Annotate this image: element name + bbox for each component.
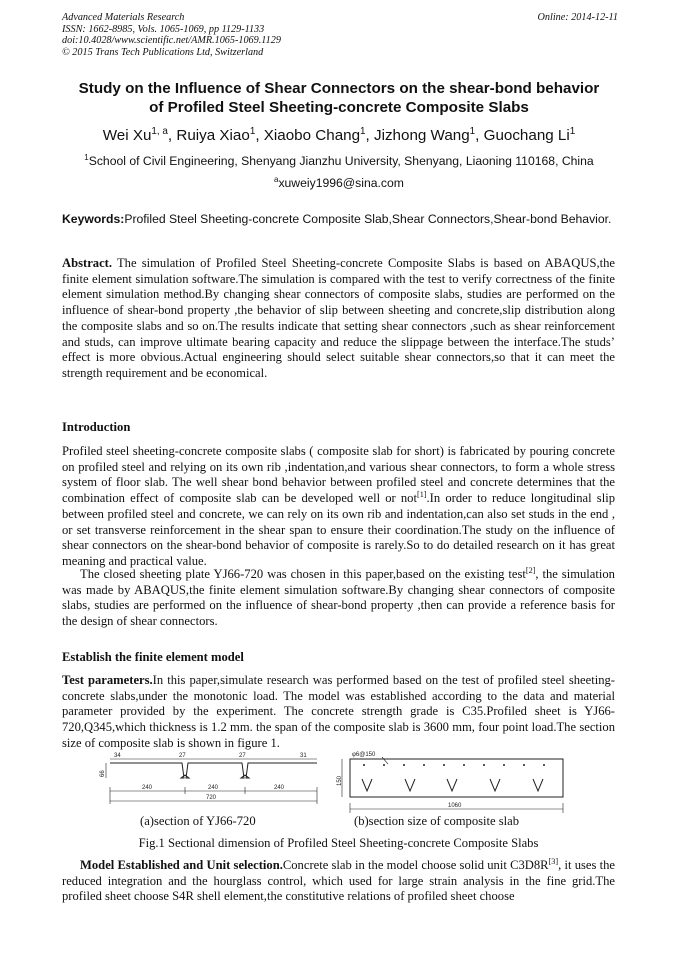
test-parameters-paragraph	[62, 673, 615, 752]
reinforcement-bars	[363, 764, 545, 766]
dim-label: 720	[206, 795, 217, 801]
copyright-line: © 2015 Trans Tech Publications Ltd, Switzerland	[62, 46, 264, 58]
rib	[533, 779, 543, 791]
author-name: Xiaobo Chang	[263, 127, 361, 144]
abstract-label: Abstract.	[62, 256, 113, 270]
model-text-b: , it uses the reduced integration and the hourglass control, which used for large strain analysis in the fine grid.The profiled sheet choose S4R shell element,the constitutive relations of profiled sheet choose	[62, 858, 615, 904]
introduction-paragraph-1	[62, 444, 615, 570]
intro-p1-text-a: Profiled steel sheeting-concrete composite slabs ( composite slab for short) is fabricated by pouring concrete on profiled steel and relying on its own rib ,indentation,and various shear connectors, to form a whole stress system of floor slab. The well shear bond behavior between profiled steel and concrete determines that the combination effect of composite slab can be developed well or not	[62, 444, 615, 506]
author-sup: 1	[569, 125, 576, 137]
intro-p2-text-a: The closed sheeting plate YJ66-720 was chosen in this paper,based on the existing test	[80, 567, 526, 581]
rib	[405, 779, 415, 791]
dim-label: 150	[337, 775, 343, 786]
rebar-dot	[403, 764, 405, 766]
introduction-paragraph-2	[62, 567, 615, 630]
dim-label: 240	[142, 785, 153, 791]
author-name: Ruiya Xiao	[176, 127, 250, 144]
author-sup: 1	[249, 125, 256, 137]
figure-caption: Fig.1 Sectional dimension of Profiled Steel Sheeting-concrete Composite Slabs	[138, 836, 539, 850]
rebar-dot	[423, 764, 425, 766]
author-name: Wei Xu	[102, 127, 152, 144]
rib	[362, 779, 372, 791]
model-label: Model Established and Unit selection.	[80, 858, 283, 872]
author-sup: 1, a	[151, 125, 168, 137]
citation-ref: [3]	[548, 856, 559, 866]
doi-line: doi:10.4028/www.scientific.net/AMR.1065-1069.1129	[62, 35, 281, 47]
affiliation-sup: 1	[84, 152, 89, 162]
dim-label: 1060	[448, 803, 462, 809]
abstract	[62, 256, 615, 382]
title-line-1: Study on the Influence of Shear Connectors on the shear-bond behavior	[78, 80, 600, 97]
keywords	[62, 212, 615, 227]
author-name: Jizhong Wang	[373, 127, 470, 144]
abstract-text: The simulation of Profiled Steel Sheeting-concrete Composite Slabs is based on ABAQUS,the finite element simulation software.The simulation is compared with the test to verify correctness of the finite element simulation method.By changing shear connectors of composite slabs, studies are performed on the influence of shear-bond property ,the behavior of slip between sheeting and concrete,slip distribution along the composite slabs and so on.The results indicate that setting shear connectors ,such as shear reinforcement and studs, can improve ultimate bearing capacity and reduce the slippage between the interface.The studs’ effect is more obvious.Actual engineering should select suitable shear connectors,so that it can meet the strength requirement and be economical.	[62, 256, 615, 380]
author-name: Guochang Li	[483, 127, 570, 144]
author-sup: 1	[360, 125, 366, 137]
rebar-dot	[483, 764, 485, 766]
dim-label: φ6@150	[352, 752, 376, 758]
issn-line: ISSN: 1662-8985, Vols. 1065-1069, pp 1129-1133	[62, 23, 265, 35]
intro-p1-text-b: .In order to reduce longitudinal slip between profiled steel and concrete, we can rely on its own rib and indentation,can also set studs in the end , or set transverse reinforcement in the shear span to ensure their coordination.The study on the influence of shear connectors on the shear-bond behavior of composite is rarely.So to do detailed research on it has great meaning and practical value.	[62, 491, 615, 568]
affiliation-text: School of Civil Engineering, Shenyang Jianzhu University, Shenyang, Liaoning 110168, China	[88, 154, 594, 168]
email-sup: a	[274, 174, 279, 184]
fem-heading: Establish the finite element model	[62, 650, 244, 664]
rebar-dot	[463, 764, 465, 766]
dim-label: 66	[100, 770, 106, 777]
citation-ref: [2]	[525, 565, 536, 575]
rebar-dot	[543, 764, 545, 766]
email-text[interactable]: xuweiy1996@sina.com	[278, 176, 404, 190]
citation-ref: [1]	[416, 489, 427, 499]
figure-subcaption-b: (b)section size of composite slab	[354, 814, 520, 828]
introduction-heading: Introduction	[62, 420, 131, 434]
author-list: Wei Xu$^{1, a}$, Ruiya Xiao$^1$, Xiaobo Chang$^1$, Jizhong Wang$^1$, Guochang Li$^1$	[102, 125, 576, 144]
model-text-a: Concrete slab in the model choose solid unit C3D8R	[282, 858, 549, 872]
test-parameters-label: Test parameters.	[62, 673, 153, 687]
dim-label: 27	[179, 753, 186, 759]
test-parameters-text: In this paper,simulate research was performed based on the test of profiled steel sheeting-concrete slabs,under the monotonic load. The model was established according to the data and material parameter provided by the experiment. The concrete strength grade is C35.Profiled sheet is YJ66-720,Q345,which thickness is 1.2 mm. the span of the composite slab is 3600 mm, four point load.The section size of composite slab is shown in figure 1.	[62, 673, 615, 750]
page-header	[62, 12, 618, 58]
journal-name: Advanced Materials Research	[62, 12, 185, 23]
author-email	[40, 176, 638, 191]
leader-line	[382, 757, 388, 764]
profiled-sheet-outline	[110, 763, 317, 778]
rebar-dot	[363, 764, 365, 766]
author-sup: 1	[469, 125, 476, 137]
dim-label: 34	[114, 753, 121, 759]
affiliation	[40, 154, 638, 169]
dim-label: 31	[300, 753, 307, 759]
rib	[490, 779, 500, 791]
rib	[447, 779, 457, 791]
slab-outline	[350, 759, 563, 797]
rebar-dot	[383, 764, 385, 766]
rebar-dot	[523, 764, 525, 766]
dim-label: 240	[208, 785, 219, 791]
model-paragraph	[62, 858, 615, 905]
keywords-text: Profiled Steel Sheeting-concrete Composite Slab,Shear Connectors,Shear-bond Behavior.	[124, 212, 612, 226]
intro-p2-text-b: , the simulation was made by ABAQUS,the finite element simulation software.By changing shear connectors of composite slabs, studies are performed on the influence of shear-bond property ,then can provide a reference basis for the design of shear connectors.	[62, 567, 615, 629]
rebar-dot	[503, 764, 505, 766]
online-date: Online: 2014-12-11	[537, 12, 618, 23]
keywords-label: Keywords:	[62, 212, 125, 226]
dim-label: 27	[239, 753, 246, 759]
paper-title	[40, 79, 638, 117]
dim-label: 240	[274, 785, 285, 791]
title-line-2: of Profiled Steel Sheeting-concrete Composite Slabs	[149, 99, 529, 116]
rebar-dot	[443, 764, 445, 766]
figure-subcaption-a: (a)section of YJ66-720	[140, 814, 256, 828]
